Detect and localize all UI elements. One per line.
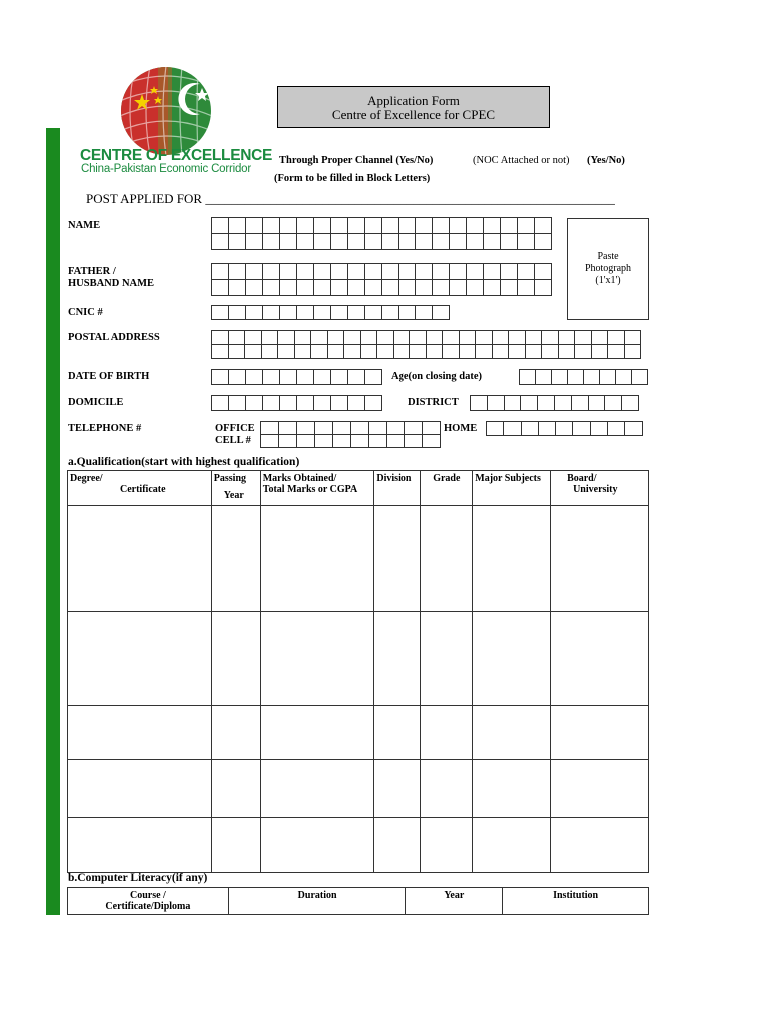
- logo-title: CENTRE OF EXCELLENCE: [80, 147, 273, 164]
- course-header-line1: Course /: [129, 890, 166, 901]
- board-header-line1: Board/: [567, 473, 597, 484]
- computer-header-row: [68, 888, 649, 915]
- qualification-row[interactable]: [68, 706, 649, 760]
- form-title-line2: Centre of Excellence for CPEC: [331, 107, 496, 122]
- proper-channel-text: Through Proper Channel (Yes/No): [279, 155, 434, 166]
- division-header: Division: [374, 471, 421, 506]
- qualification-row[interactable]: [68, 506, 649, 612]
- photo-text-line2: Photograph: [584, 263, 632, 274]
- photo-text-line1: Paste: [597, 251, 619, 262]
- photo-text-line3: (1'x1'): [595, 275, 621, 286]
- noc-text: (NOC Attached or not): [473, 155, 570, 166]
- duration-header: Duration: [228, 888, 406, 915]
- qualification-row[interactable]: [68, 612, 649, 706]
- cnic-label: CNIC #: [68, 307, 103, 318]
- year-header: Year: [406, 888, 503, 915]
- passing-header-line2: Year: [223, 490, 244, 501]
- green-side-bar: [46, 128, 60, 915]
- qualification-header-row: [68, 471, 649, 506]
- district-boxes[interactable]: [470, 395, 638, 410]
- age-label: Age(on closing date): [391, 371, 482, 382]
- domicile-label: DOMICILE: [68, 397, 124, 408]
- marks-header-line2: Total Marks or CGPA: [262, 484, 358, 495]
- noc-yes-no: (Yes/No): [587, 155, 625, 166]
- course-header: [68, 888, 229, 915]
- name-label: NAME: [68, 220, 101, 231]
- post-applied-for: POST APPLIED FOR _______________________________________________________________: [86, 191, 615, 206]
- postal-address-boxes[interactable]: [211, 330, 640, 358]
- home-label: HOME: [444, 423, 478, 434]
- paste-photograph-box: [567, 218, 649, 320]
- degree-header: [68, 471, 212, 506]
- qualification-title: a.Qualification(start with highest qualification): [68, 456, 300, 468]
- major-subjects-header: Major Subjects: [473, 471, 551, 506]
- father-label-line2: HUSBAND NAME: [68, 278, 155, 289]
- marks-header-line1: Marks Obtained/: [262, 473, 337, 484]
- dob-boxes[interactable]: [211, 369, 381, 384]
- postal-address-label: POSTAL ADDRESS: [68, 332, 160, 343]
- computer-literacy-table: [67, 887, 649, 915]
- marks-header: [260, 471, 374, 506]
- office-label: OFFICE: [215, 423, 255, 434]
- form-title-box: [277, 86, 550, 128]
- age-boxes[interactable]: [519, 369, 647, 384]
- office-cell-boxes[interactable]: [260, 421, 440, 447]
- qualification-table: [67, 470, 649, 873]
- cnic-boxes[interactable]: [211, 305, 449, 319]
- form-title-line1: Application Form: [367, 93, 460, 108]
- district-label: DISTRICT: [408, 397, 459, 408]
- course-header-line2: Certificate/Diploma: [105, 901, 191, 912]
- cpec-logo-emblem: [120, 66, 212, 156]
- domicile-boxes[interactable]: [211, 395, 381, 410]
- telephone-label: TELEPHONE #: [68, 423, 142, 434]
- grade-header: Grade: [421, 471, 473, 506]
- board-header: [551, 471, 649, 506]
- home-boxes[interactable]: [486, 421, 642, 435]
- dob-label: DATE OF BIRTH: [68, 371, 150, 382]
- institution-header: Institution: [503, 888, 649, 915]
- degree-header-line2: Certificate: [120, 484, 166, 495]
- qualification-row[interactable]: [68, 818, 649, 873]
- passing-header-line1: Passing: [213, 473, 247, 484]
- name-boxes[interactable]: [211, 217, 551, 249]
- qualification-row[interactable]: [68, 760, 649, 818]
- block-letters-note: (Form to be filled in Block Letters): [274, 173, 431, 184]
- board-header-line2: University: [573, 484, 618, 495]
- father-name-boxes[interactable]: [211, 263, 551, 295]
- logo-subtitle: China-Pakistan Economic Corridor: [81, 163, 252, 175]
- degree-header-line1: Degree/: [70, 473, 103, 484]
- father-label-line1: FATHER /: [68, 266, 116, 277]
- cell-label: CELL #: [215, 435, 251, 446]
- passing-year-header: [211, 471, 260, 506]
- father-label: [68, 266, 154, 290]
- computer-literacy-title: b.Computer Literacy(if any): [68, 872, 208, 884]
